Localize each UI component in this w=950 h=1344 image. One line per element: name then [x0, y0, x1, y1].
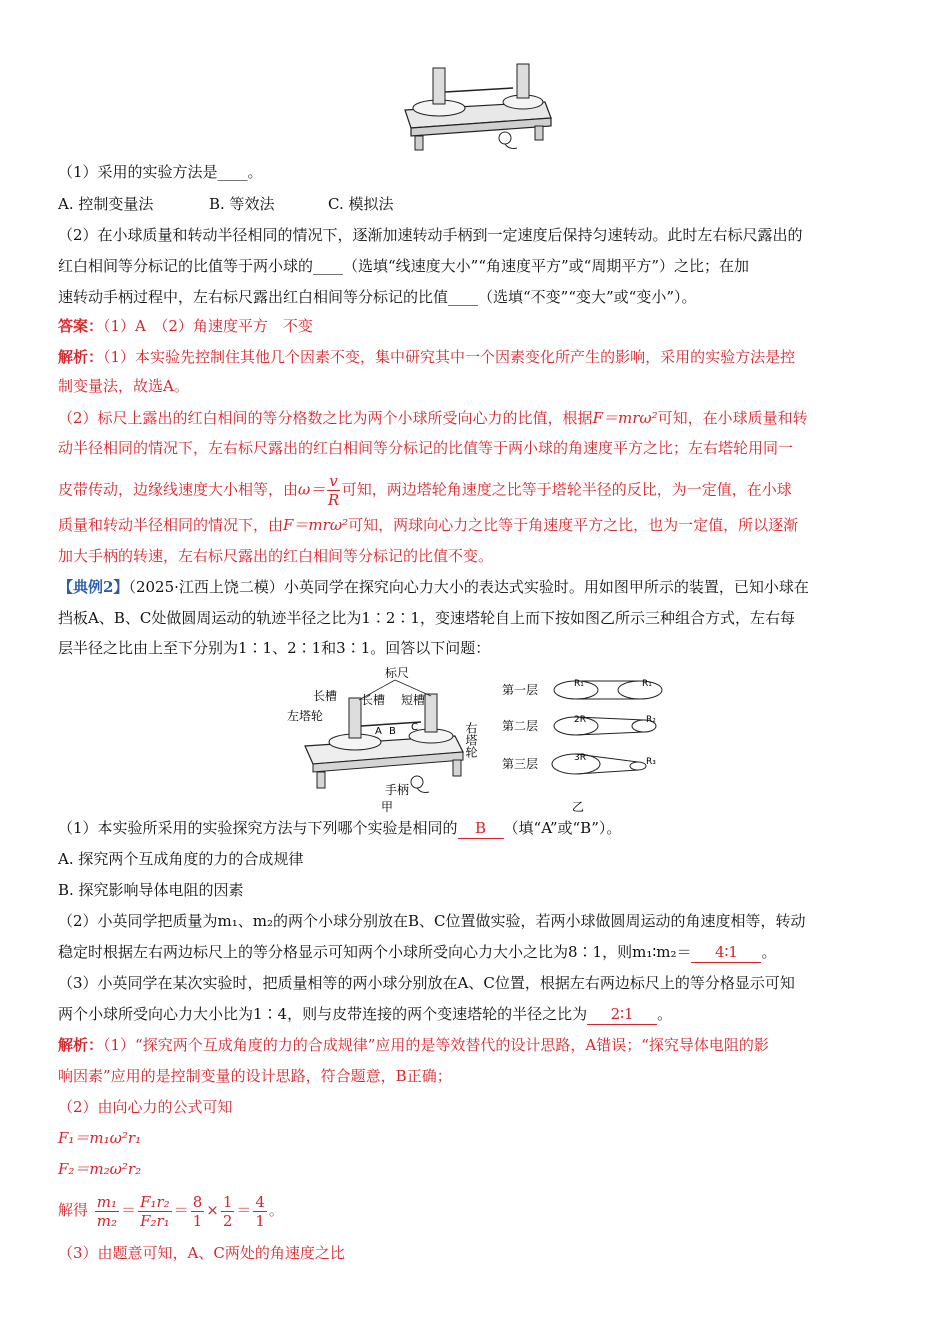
q2-analysis-line2: 响因素”应用的是控制变量的设计思路，符合题意，B正确； [58, 1067, 452, 1085]
analysis-text: 可知，两边塔轮角速度之比等于塔轮半径的反比，为一定值，在小球 [341, 480, 792, 499]
label-r3-right: R₃ [646, 757, 656, 767]
label-r2-right: R₂ [646, 715, 656, 725]
option-c: C. 模拟法 [328, 195, 394, 213]
analysis-line6 [58, 515, 798, 535]
label-right-wheel: 右塔轮 [464, 722, 478, 758]
formula-f: F＝mrω² [283, 516, 349, 534]
q2-part3-line2 [58, 1004, 672, 1025]
analysis-text: 质量和转动半径相同的情况下，由 [58, 516, 284, 534]
q2-part3-line1: （3）小英同学在某次实验时，把质量相等的两小球分别放在A、C位置，根据左右两边标尺上的等分格显示可知 [58, 974, 795, 992]
fraction-1-2: $\frac{1}{2}$ [222, 1192, 233, 1230]
analysis-text: 可知，在小球质量和转 [657, 409, 808, 427]
q2-option-b: B. 探究影响导体电阻的因素 [58, 881, 244, 899]
label-b: B [389, 726, 396, 737]
label-ruler: 标尺 [385, 666, 410, 680]
analysis-line5 [58, 472, 792, 509]
equals: ＝ [236, 1201, 252, 1219]
q2-part2-line2 [58, 942, 776, 963]
label-long-slot: 长槽 [361, 693, 386, 707]
label-layer3: 第三层 [502, 757, 539, 771]
label-3r: 3R [574, 753, 586, 763]
figure-yi [500, 668, 680, 816]
option-b: B. 等效法 [209, 195, 275, 213]
label-r1-left: R₁ [574, 679, 584, 689]
equals: ＝ [173, 1201, 189, 1219]
figure-jia [285, 664, 495, 814]
q2-text: （1）本实验所采用的实验探究方法与下列哪个实验是相同的 [58, 819, 458, 837]
q1-part2-line1: （2）在小球质量和转动半径相同的情况下，逐渐加速转动手柄到一定速度后保持匀速转动。此时左右标尺露出的 [58, 226, 803, 244]
q2-text: （填“A”或“B”）。 [503, 819, 622, 837]
q2-analysis-line3: （2）由向心力的公式可知 [58, 1098, 233, 1116]
q2-text: 稳定时根据左右两边标尺上的等分格显示可知两个小球所受向心力大小之比为8∶1，则m₁∶m₂＝ [58, 943, 692, 961]
analysis-line1 [58, 347, 795, 367]
apparatus-figure-top [395, 58, 555, 158]
analysis-line2: 制变量法，故选A。 [58, 377, 189, 395]
example2-intro-line3: 层半径之比由上至下分别为1∶1、2∶1和3∶1。回答以下问题： [58, 639, 491, 657]
analysis-label: 解析： [58, 348, 104, 366]
q2-analysis-line1 [58, 1035, 769, 1055]
q1-part2-line2: 红白相间等分标记的比值等于两小球的____（选填“线速度大小”“角速度平方”或“周期平方”）之比；在加 [58, 257, 750, 275]
label-2r: 2R [574, 715, 586, 725]
q2-text: 。 [657, 1005, 673, 1023]
times: × [206, 1201, 219, 1219]
fraction-v-over-r: $\frac{v}{R}$ [327, 472, 340, 509]
q1-part1: （1）采用的实验方法是____。 [58, 163, 263, 181]
q2-analysis-label: 解析： [58, 1036, 104, 1054]
formula-omega: ω＝ [298, 480, 326, 499]
analysis-line3 [58, 408, 808, 428]
fraction-m1-m2: $\frac{\text{m₁}}{\text{m₂}}$ [96, 1192, 118, 1230]
solve-label: 解得 [58, 1201, 89, 1219]
q2-text: 。 [761, 943, 777, 961]
analysis-text: （1）本实验先控制住其他几个因素不变，集中研究其中一个因素变化所产生的影响，采用的实验方法是控 [103, 348, 796, 366]
fraction-f1r2-f2r1: $\frac{\text{F₁r₂}}{\text{F₂r₁}}$ [140, 1192, 170, 1230]
answer [58, 316, 313, 336]
q2-part2-line1: （2）小英同学把质量为m₁、m₂的两个小球分别放在B、C位置做实验，若两小球做圆周运动的角速度相等，转动 [58, 912, 806, 930]
q2-answer-2: 4∶1 [691, 942, 761, 963]
q2-option-a: A. 探究两个互成角度的力的合成规律 [58, 850, 304, 868]
answer-label: 答案： [58, 317, 104, 335]
analysis-line7: 加大手柄的转速，左右标尺露出的红白相间等分标记的比值不变。 [58, 547, 494, 565]
formula-f: F＝mrω² [592, 409, 658, 427]
example2-intro-line2: 挡板A、B、C处做圆周运动的轨迹半径之比为1∶2∶1，变速塔轮自上而下按如图乙所示三种组合方式，左右每 [58, 609, 795, 627]
solve-line [58, 1190, 284, 1230]
analysis-text: 可知，两球向心力之比等于角速度平方之比，也为一定值，所以逐渐 [348, 516, 799, 534]
equals: ＝ [121, 1201, 137, 1219]
analysis-text: （1）“探究两个互成角度的力的合成规律”应用的是等效替代的设计思路，A错误；“探究导体电阻的影 [103, 1036, 769, 1054]
period: 。 [268, 1201, 284, 1219]
intro-text: （2025·江西上饶二模）小英同学在探究向心力大小的表达式实验时。用如图甲所示的装置，已知小球在 [128, 578, 809, 596]
label-r1-right: R₁ [642, 679, 652, 689]
label-layer2: 第二层 [502, 719, 539, 733]
analysis-line4: 动半径相同的情况下，左右标尺露出的红白相间等分标记的比值等于两小球的角速度平方之比；左右塔轮用同一 [58, 439, 794, 457]
label-long-slot: 长槽 [313, 689, 338, 703]
formula-f2: F₂＝m₂ω²r₂ [58, 1160, 142, 1178]
label-handle: 手柄 [385, 783, 410, 797]
answer-text: （1）A （2）角速度平方 不变 [103, 317, 313, 335]
label-c: C [411, 722, 418, 733]
fraction-8-1: $\frac{8}{1}$ [192, 1192, 203, 1230]
label-left-wheel: 左塔轮 [287, 709, 324, 723]
label-a: A [375, 726, 382, 737]
example-badge: 【典例2】 [58, 578, 129, 596]
q1-part2-line3: 速转动手柄过程中，左右标尺露出红白相间等分标记的比值____（选填“不变”“变大”或“变小”）。 [58, 288, 697, 306]
fraction-4-1: $\frac{4}{1}$ [255, 1192, 265, 1230]
q2-answer-3: 2∶1 [587, 1004, 657, 1025]
formula-f1: F₁＝m₁ω²r₁ [58, 1129, 142, 1147]
label-jia: 甲 [381, 800, 394, 814]
q2-part1 [58, 818, 621, 839]
option-a: A. 控制变量法 [58, 195, 154, 213]
label-yi: 乙 [572, 800, 585, 814]
q2-text: 两个小球所受向心力大小比为1∶4，则与皮带连接的两个变速塔轮的半径之比为 [58, 1005, 588, 1023]
q2-analysis-line4: （3）由题意可知，A、C两处的角速度之比 [58, 1244, 345, 1262]
example2-intro-line1 [58, 577, 809, 597]
label-layer1: 第一层 [502, 683, 539, 697]
analysis-text: （2）标尺上露出的红白相间的等分格数之比为两个小球所受向心力的比值，根据 [58, 409, 593, 427]
q2-answer-1: B [458, 818, 504, 839]
label-short-slot: 短槽 [401, 693, 426, 707]
analysis-text: 皮带传动，边缘线速度大小相等，由 [58, 480, 299, 499]
